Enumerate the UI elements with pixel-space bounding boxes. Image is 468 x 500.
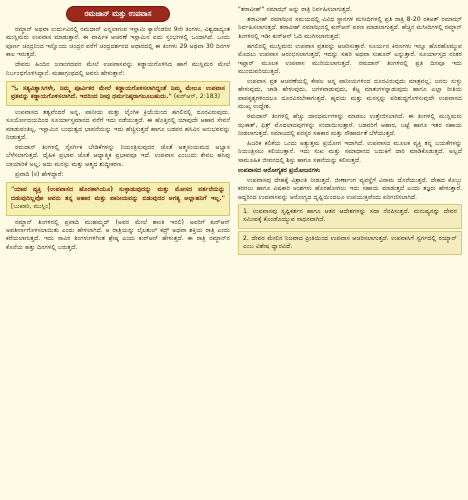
quote-box xyxy=(6,81,230,106)
quote-text: "ಓ ಸತ್ಯವಿಶ್ವಾಸಿಗಳೇ, ನಿಮ್ಮ ಪೂರ್ವಿಕರ ಮೇಲೆ ಕಡ್ಡಾಯಗೊಳಿಸಲಾಗಿದ್ದಂತೆ ನಿಮ್ಮ ಮೇಲೂ ಉಪವಾಸ ವ್ರತವನ್ನು ಕಡ್ಡಾಯಗೊಳಿಸಲಾಗಿದೆ. ಇದರಿಂದ ನೀವು ಧರ್ಮನಿಷ್ಠರಾಗಲೂಬಹುದು." xyxy=(11,85,225,101)
paragraph: "ತರಾವೀಹ್" ನಮಾಝ್ ಅನ್ನು ರಾತ್ರಿ ನಿರ್ವಹಿಸಲಾಗುತ್ತದೆ. xyxy=(238,6,352,13)
right-column xyxy=(238,6,462,500)
article-title: ರಮಜಾನ್ ಮತ್ತು ಉಪವಾಸ xyxy=(66,6,171,22)
title-wrap xyxy=(6,6,230,22)
paragraph: ರಮದಾನ್ ತಿಂಗಳಲ್ಲಿ ನೈಸರ್ಗಿಕ ಬೇಡಿಕೆಗಳನ್ನು ನಿಯಂತ್ರಿಸುವುದರ ಜೊತೆ ಆತ್ಮಸಂಯಮದ ಅಭ್ಯಾಸ ಬೆಳೆಸಲಾಗುತ್ತದೆ. ದೈಹಿಕ ಪ್ರಭಾವ ಜೊತೆ ಆಧ್ಯಾತ್ಮಿಕ ಪ್ರಭಾವವೂ ಇದೆ. ಉಪವಾಸ ಎಂಬುದು ಕೇವಲ ಹಸಿವು ಬಾಯಾರಿಕೆ ಅಲ್ಲ; ಅದು ಮನಸ್ಸು ಮತ್ತು ಆತ್ಮದ ಶುದ್ಧೀಕರಣ. xyxy=(6,144,230,168)
paragraph: ತರಾವೀಹ್ ನಮಾಝಿನ ಸಮಯದಲ್ಲಿ ವಿವಿಧ ಸ್ಥಾನಗಳ ಮಸೀದಿಗಳಲ್ಲಿ ಪ್ರತಿ ರಾತ್ರಿ 8-20 ರಕಅತ್ ನಮಾಝ್ ನಿರ್ವಹಿಸಲಾಗುತ್ತದೆ. ತರಾವೀಹ್ ನಮಾಝಿನಲ್ಲಿ ಕುರ್‌ಆನ್ ಪಠಣ ಮಾಡಲಾಗುತ್ತದೆ. ಹೆಚ್ಚಿನ ಮಸೀದಿಗಳಲ್ಲಿ ರಮ್ಜಾನ್ ತಿಂಗಳಿನಲ್ಲಿ ಇಡೀ ಕುರ್‌ಆನ್ ಓದಿ ಮುಗಿಸಲಾಗುತ್ತದೆ. xyxy=(238,16,462,40)
paragraph: ಹಿಜರಿಕ ಕಲಿಕೆಯ ಒಂದು ಅತ್ಯುತ್ತಮ ಪ್ರಯೋಗ ಇದಾಗಿದೆ. ಉಪವಾಸದ ಮೂಲಕ ವ್ಯಕ್ತಿ ತನ್ನ ಬಯಕೆಗಳನ್ನು ನಿಯಂತ್ರಿಸಲು ಕಲಿಯುತ್ತಾನೆ. ಇದು ಸುಖ ಮತ್ತು ಸಮಾಧಾನದ ಬದುಕಿಗೆ ದಾರಿ ಮಾಡಿಕೊಡುತ್ತದೆ. ಅಲ್ಲದೆ ಸಾಮೂಹಿಕ ಜೀವನದಲ್ಲಿ ಶಿಸ್ತು ಹಾಗೂ ಸಹನೆಯನ್ನು ಕಲಿಸುತ್ತದೆ. xyxy=(238,140,462,164)
quote-text: "ಯಾವ ವ್ಯಕ್ತಿ (ಉಪವಾಸದ ಹೊರತಾಗಿಯೂ) ಸುಳ್ಳಾಡುವುದನ್ನು ಮತ್ತು ಮೋಸದ ವರ್ತನೆಯನ್ನು ಬಿಡುವುದಿಲ್ಲವೋ ಅವನು ತನ್ನ ಆಹಾರ ಮತ್ತು ಪಾನೀಯವನ್ನು ಬಿಡುವುದರ ಅಗತ್ಯ ಅಲ್ಲಾಹನಿಗೆ ಇಲ್ಲ." xyxy=(11,186,225,202)
paragraph: ರಮ್ಜಾನ್ ಅಥವಾ ಉರ್ದುವಿನಲ್ಲಿ ರಮದಾನ್ ಎನ್ನಲಾಗುವ ಇಸ್ಲಾಮಿ ಕ್ಯಾಲೆಂಡರಿನ 9ನೇ ತಿಂಗಳು, ವಿಶ್ವದಾದ್ಯಂತ ಮುಸ್ಲಿಮರು ಉಪವಾಸ ಮಾಡುತ್ತಾರೆ. ಈ ವಾರ್ಷಿಕ ಆಚರಣೆ ಇಸ್ಲಾಮಿನ ಐದು ಸ್ತಂಭಗಳಲ್ಲಿ ಒಂದಾಗಿದೆ. ಒಂದು ಪೂರ್ಣ ಚಂದ್ರನಿಂದ ಇನ್ನೊಂದು ಚಂದ್ರನ ವರೆಗೆ ಚಂದ್ರದರ್ಶನದ ಆಧಾರದಲ್ಲಿ ಈ ತಿಂಗಳು 29 ಅಥವಾ 30 ದಿನಗಳ ಕಾಲ ಇರುತ್ತದೆ. xyxy=(6,26,230,59)
paragraph: ದೇವರು ಹಿಂದಿನ ಜನಾಂಗದವರ ಮೇಲೆ ಉಪವಾಸವನ್ನು ಕಡ್ಡಾಯಗೊಳಿಸಿದ ಹಾಗೆ ಮುಸ್ಲಿಮರ ಮೇಲೆ ನಿರ್ಬಂಧಗೊಳಿಸಿದ್ದಾನೆ. ಮಹಾಗ್ರಂಥದಲ್ಲಿ ಅವನು ಹೇಳುತ್ತಾನೆ: xyxy=(6,61,230,77)
paragraph: ರಮ್ಜಾನ್ ತಿಂಗಳಿನಲ್ಲಿ ಪ್ರವಾದಿ ಮುಹಮ್ಮದ್ (ಅವರ ಮೇಲೆ ಶಾಂತಿ ಇರಲಿ) ಅವರಿಗೆ ಕುರ್‌ಆನ್ ಅವತೀರ್ಣಗೊಳಿಸಲಾಯಿತು ಎಂದು ಹೇಳಲಾಗಿದೆ. ಆ ರಾತ್ರಿಯನ್ನು ಲೈಲತುಲ್ ಕದ್ರ್ ಅಥವಾ ಶಕ್ತಿಯ ರಾತ್ರಿ ಎಂದು ಕರೆಯಲಾಗುತ್ತದೆ. ಇದು ಸಾವಿರ ತಿಂಗಳುಗಳಿಗಿಂತ ಶ್ರೇಷ್ಠ ಎಂದು ಕುರ್‌ಆನ್ ಹೇಳುತ್ತದೆ. ಈ ರಾತ್ರಿ ರಮ್ಜಾನ್‌ನ ಕೊನೆಯ ಹತ್ತು ದಿನಗಳಲ್ಲಿ ಬರುತ್ತದೆ. xyxy=(6,218,230,251)
section-heading: ಉಪವಾಸದ ಆರೋಗ್ಯಕರ ಪ್ರಯೋಜನಗಳು xyxy=(238,166,321,174)
quote-box xyxy=(6,182,230,215)
paragraph: ಉಪವಾಸದ ತತ್ವವೆಂದರೆ ಅನ್ನ, ಪಾನೀಯ ಮತ್ತು ಲೈಂಗಿಕ ಕ್ರಿಯೆಯಿಂದ ಹಗಲಿನಲ್ಲಿ ದೂರವಿರುವುದು. ಸೂರ್ಯೋದಯದಿಂದ ಸೂರ್ಯಾಸ್ತಮಾನದ ವರೆಗೆ ಇದು ನಡೆಯುತ್ತದೆ. ಈ ಹೊತ್ತಿನಲ್ಲಿ ಯಾವುದೇ ಆಹಾರ ಸೇವನೆ ಮಾಡುವಂತಿಲ್ಲ. ಇಸ್ಲಾಮಿನ ಬಂಧುತ್ವದ ಭಾವನೆಯನ್ನು ಇದು ಹೆಚ್ಚಿಸುತ್ತದೆ ಹಾಗೂ ಬಡವರ ಹಸಿವಿನ ಅನುಭವವನ್ನು ನೀಡುತ್ತದೆ. xyxy=(6,108,230,142)
paragraph: ರಮದಾನ್ ತಿಂಗಳಲ್ಲಿ ಹೆಚ್ಚು ದಾನಧರ್ಮಗಳನ್ನು ಮಾಡಲು ಉತ್ತೇಜಿಸಲಾಗಿದೆ. ಈ ತಿಂಗಳಲ್ಲಿ ಮುಸ್ಲಿಮರು ಝಕಾತ್, ಫಿತ್ರ್ ಮೊದಲಾದವುಗಳನ್ನು ಸಂದಾಯಿಸುತ್ತಾರೆ. ಬಡವರಿಗೆ ಆಹಾರ, ಬಟ್ಟೆ ಹಾಗೂ ಇತರ ಸಹಾಯ ನೀಡಲಾಗುತ್ತದೆ. ಸಮಾಜದಲ್ಲಿ ಪರಸ್ಪರ ಸಹಕಾರ ಮತ್ತು ಸೌಹಾರ್ದತೆ ಬೆಳೆಯುತ್ತದೆ. xyxy=(238,113,462,138)
numbered-item: 1. ಉಪವಾಸವು ಸೃಷ್ಟಿಕರ್ತನ ಹಾಗೂ ಆತನ ಆದೇಶಗಳನ್ನು ಸದಾ ನೆನಪಿಸುತ್ತದೆ. ಮನುಷ್ಯನನ್ನು ದೇವರ ಸಮೀಪಕ್ಕೆ ಕೊಂಡೊಯ್ಯುವ ಸಾಧನವಾಗಿದೆ. xyxy=(238,204,462,229)
left-column xyxy=(6,6,230,500)
paragraph: ಉಪವಾಸ ವ್ರತ ಆಚರಣೆಯಲ್ಲಿ ಕೇವಲ ಅನ್ನ ಪಾನೀಯಗಳಿಂದ ದೂರವಿರುವುದು ಮಾತ್ರವಲ್ಲ; ಜನರು ಸುಳ್ಳು ಹೇಳುವುದು, ಚಾಡಿ ಹೇಳುವುದು, ಜಗಳವಾಡುವುದು, ಕೆಟ್ಟ ಮಾತುಗಳನ್ನಾಡುವುದು ಹಾಗೂ ಎಲ್ಲಾ ರೀತಿಯ ಪಾಪಕೃತ್ಯಗಳಿಂದಲೂ ದೂರವಿರಬೇಕಾಗುತ್ತದೆ. ಹೃದಯ ಮತ್ತು ಮನಸ್ಸನ್ನು ಪರಿಶುದ್ಧಗೊಳಿಸುವುದೇ ಉಪವಾಸದ ಮುಖ್ಯ ಉದ್ದೇಶ. xyxy=(238,78,462,111)
paragraph: ಹಗಲಿನಲ್ಲಿ ಮುಸ್ಲಿಮರು ಉಪವಾಸ ವ್ರತವನ್ನು ಆಚರಿಸುತ್ತಾರೆ. ಸೂರ್ಯನ ಕಿರಣಗಳು ಇನ್ನೂ ಹೊರಹೊಮ್ಮುವ ಮೊದಲು ಉಪವಾಸ ಆರಂಭಿಸಲಾಗುತ್ತದೆ; ಇದನ್ನು ಸಹರಿ ಅಥವಾ ಸುಹೂರ್ ಎನ್ನುತ್ತಾರೆ. ಸೂರ್ಯಾಸ್ತದ ನಂತರ ಇಫ್ತಾರ್ ಮೂಲಕ ಉಪವಾಸ ಮುರಿಯಲಾಗುತ್ತದೆ. ರಮದಾನ್ ತಿಂಗಳಿನಲ್ಲಿ ಪ್ರತಿ ದಿನವೂ ಇದು ಮುಂದುವರಿಯುತ್ತದೆ. xyxy=(238,42,462,76)
numbered-item: 2. ದೇವರ ಮೇಲಿನ ನಿಜವಾದ ಪ್ರೀತಿಯಿಂದ ಉಪವಾಸ ಆಚರಿಸಲಾಗುತ್ತದೆ. ಉಪವಾಸಿಗೆ ಸ್ವರ್ಗದಲ್ಲಿ ರಯ್ಯಾನ್ ಎಂಬ ವಿಶೇಷ ದ್ವಾರವಿದೆ. xyxy=(238,231,462,256)
quote-source: [ಬುಖಾರಿ, ಮುಸ್ಲಿಂ] xyxy=(11,203,51,211)
paragraph: ಉಪವಾಸವು ದೇಹಕ್ಕೆ ವಿಶ್ರಾಂತಿ ನೀಡುತ್ತದೆ. ಜೀರ್ಣಾಂಗ ವ್ಯವಸ್ಥೆಗೆ ವಿರಾಮ ದೊರೆಯುತ್ತದೆ. ದೇಹದ ಕೊಬ್ಬು ಕರಗಲು ಹಾಗೂ ವಿಷಕಾರಿ ಅಂಶಗಳು ಹೊರಹೋಗಲು ಇದು ಸಹಾಯ ಮಾಡುತ್ತದೆ ಎಂದು ತಜ್ಞರು ಹೇಳುತ್ತಾರೆ. ಆದ್ದರಿಂದ ಉಪವಾಸವನ್ನು ಆರೋಗ್ಯದ ದೃಷ್ಟಿಯಿಂದಲೂ ಉಪಯುಕ್ತವೆಂದು ಪರಿಗಣಿಸಲಾಗಿದೆ. xyxy=(238,176,462,201)
paragraph: ಪ್ರವಾದಿ (ಸ) ಹೇಳಿದ್ದಾರೆ: xyxy=(15,170,64,178)
quote-source: (ಕುರ್‌ಆನ್, 2:183) xyxy=(173,93,221,101)
